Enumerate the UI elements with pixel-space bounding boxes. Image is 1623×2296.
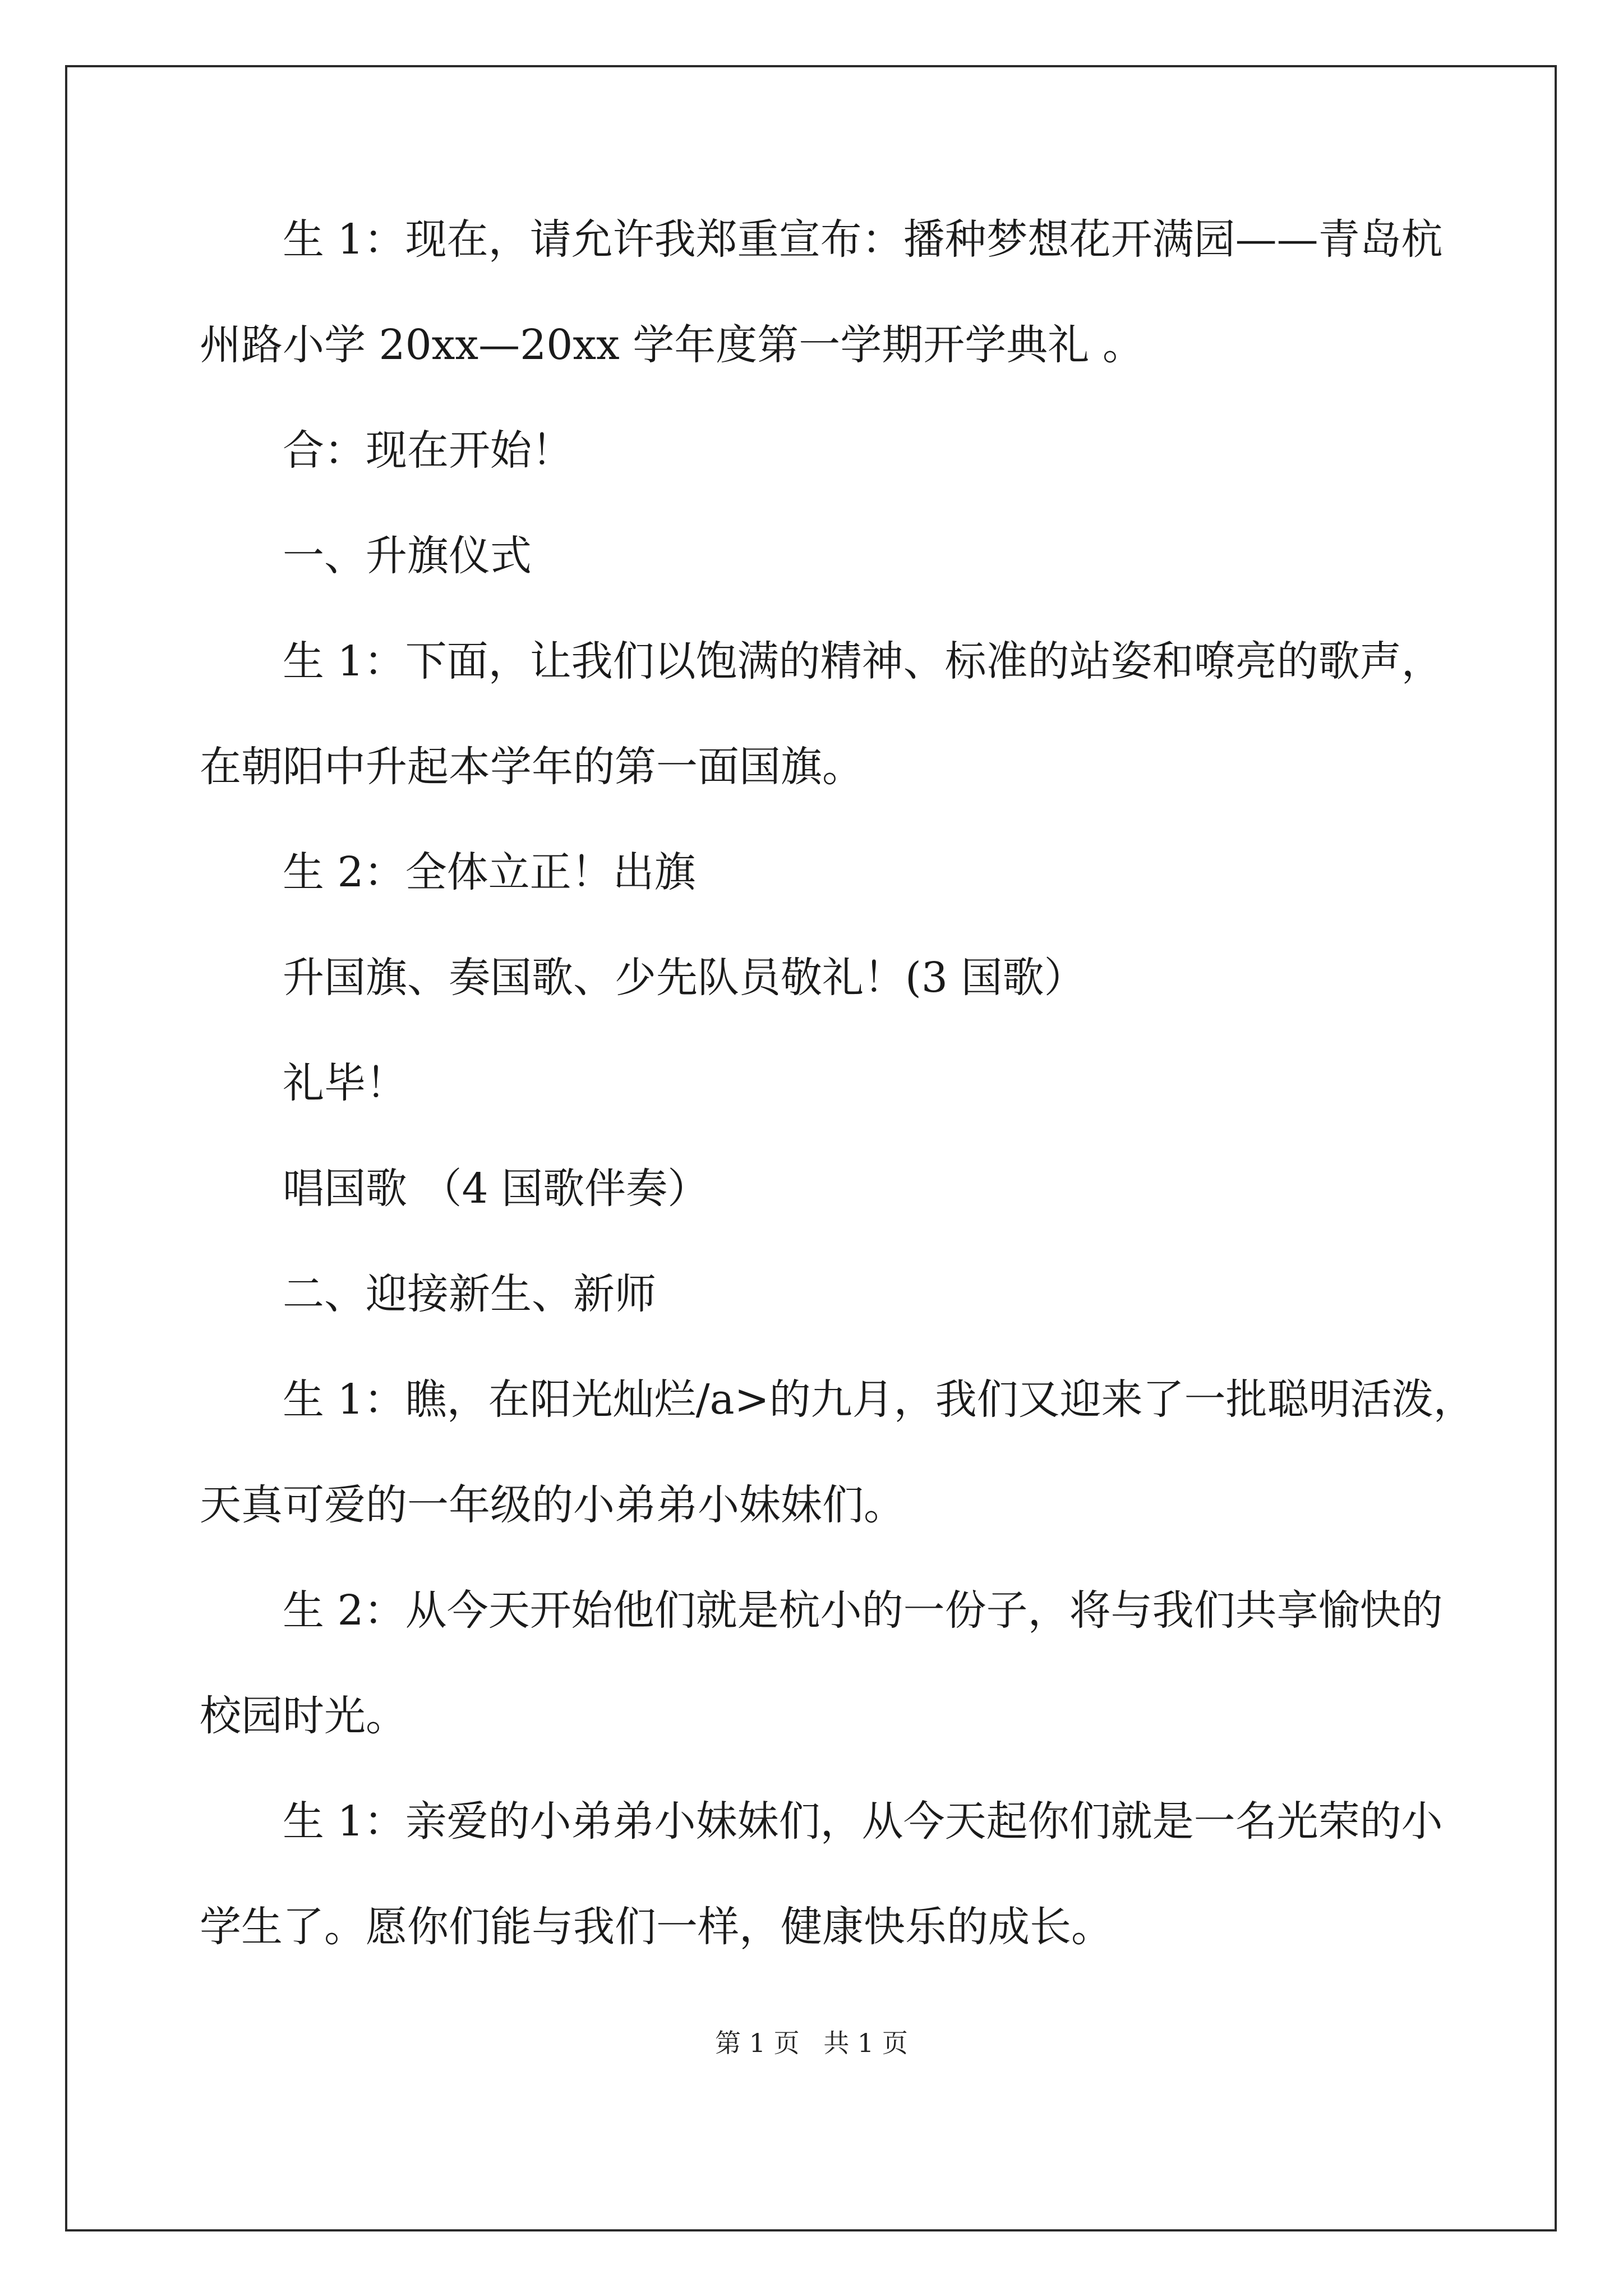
- page-number: 第 1 页: [715, 2028, 800, 2058]
- paragraph-line: 生 2：全体立正！出旗: [283, 848, 696, 896]
- paragraph-line: 在朝阳中升起本学年的第一面国旗。: [200, 743, 864, 791]
- paragraph-line: 合：现在开始！: [283, 426, 573, 475]
- paragraph-line: 生 2：从今天开始他们就是杭小的一份子，将与我们共享愉快的: [283, 1586, 1443, 1635]
- paragraph-line: 升国旗、奏国歌、少先队员敬礼！(3 国歌）: [283, 954, 1086, 1002]
- paragraph-line: 校园时光。: [200, 1692, 407, 1740]
- paragraph-line: 天真可爱的一年级的小弟弟小妹妹们。: [200, 1481, 905, 1529]
- section-heading: 二、迎接新生、新师: [283, 1270, 656, 1318]
- paragraph-line: 礼毕！: [283, 1059, 407, 1107]
- paragraph-line: 唱国歌 （4 国歌伴奏）: [283, 1165, 709, 1213]
- paragraph-line: 州路小学 20xx—20xx 学年度第一学期开学典礼 。: [200, 321, 1144, 369]
- paragraph-line: 学生了。愿你们能与我们一样，健康快乐的成长。: [200, 1903, 1113, 1951]
- paragraph-line: 生 1：现在，请允许我郑重宣布：播种梦想花开满园——青岛杭: [283, 215, 1443, 264]
- page-footer: [0, 2026, 1623, 2060]
- paragraph-line: 生 1：亲爱的小弟弟小妹妹们，从今天起你们就是一名光荣的小: [283, 1797, 1443, 1846]
- paragraph-line: 生 1：下面，让我们以饱满的精神、标准的站姿和嘹亮的歌声，: [283, 637, 1443, 685]
- paragraph-line: 生 1：瞧，在阳光灿烂/a>的九月，我们又迎来了一批聪明活泼，: [283, 1375, 1475, 1424]
- section-heading: 一、升旗仪式: [283, 532, 532, 580]
- page-total: 共 1 页: [823, 2028, 908, 2058]
